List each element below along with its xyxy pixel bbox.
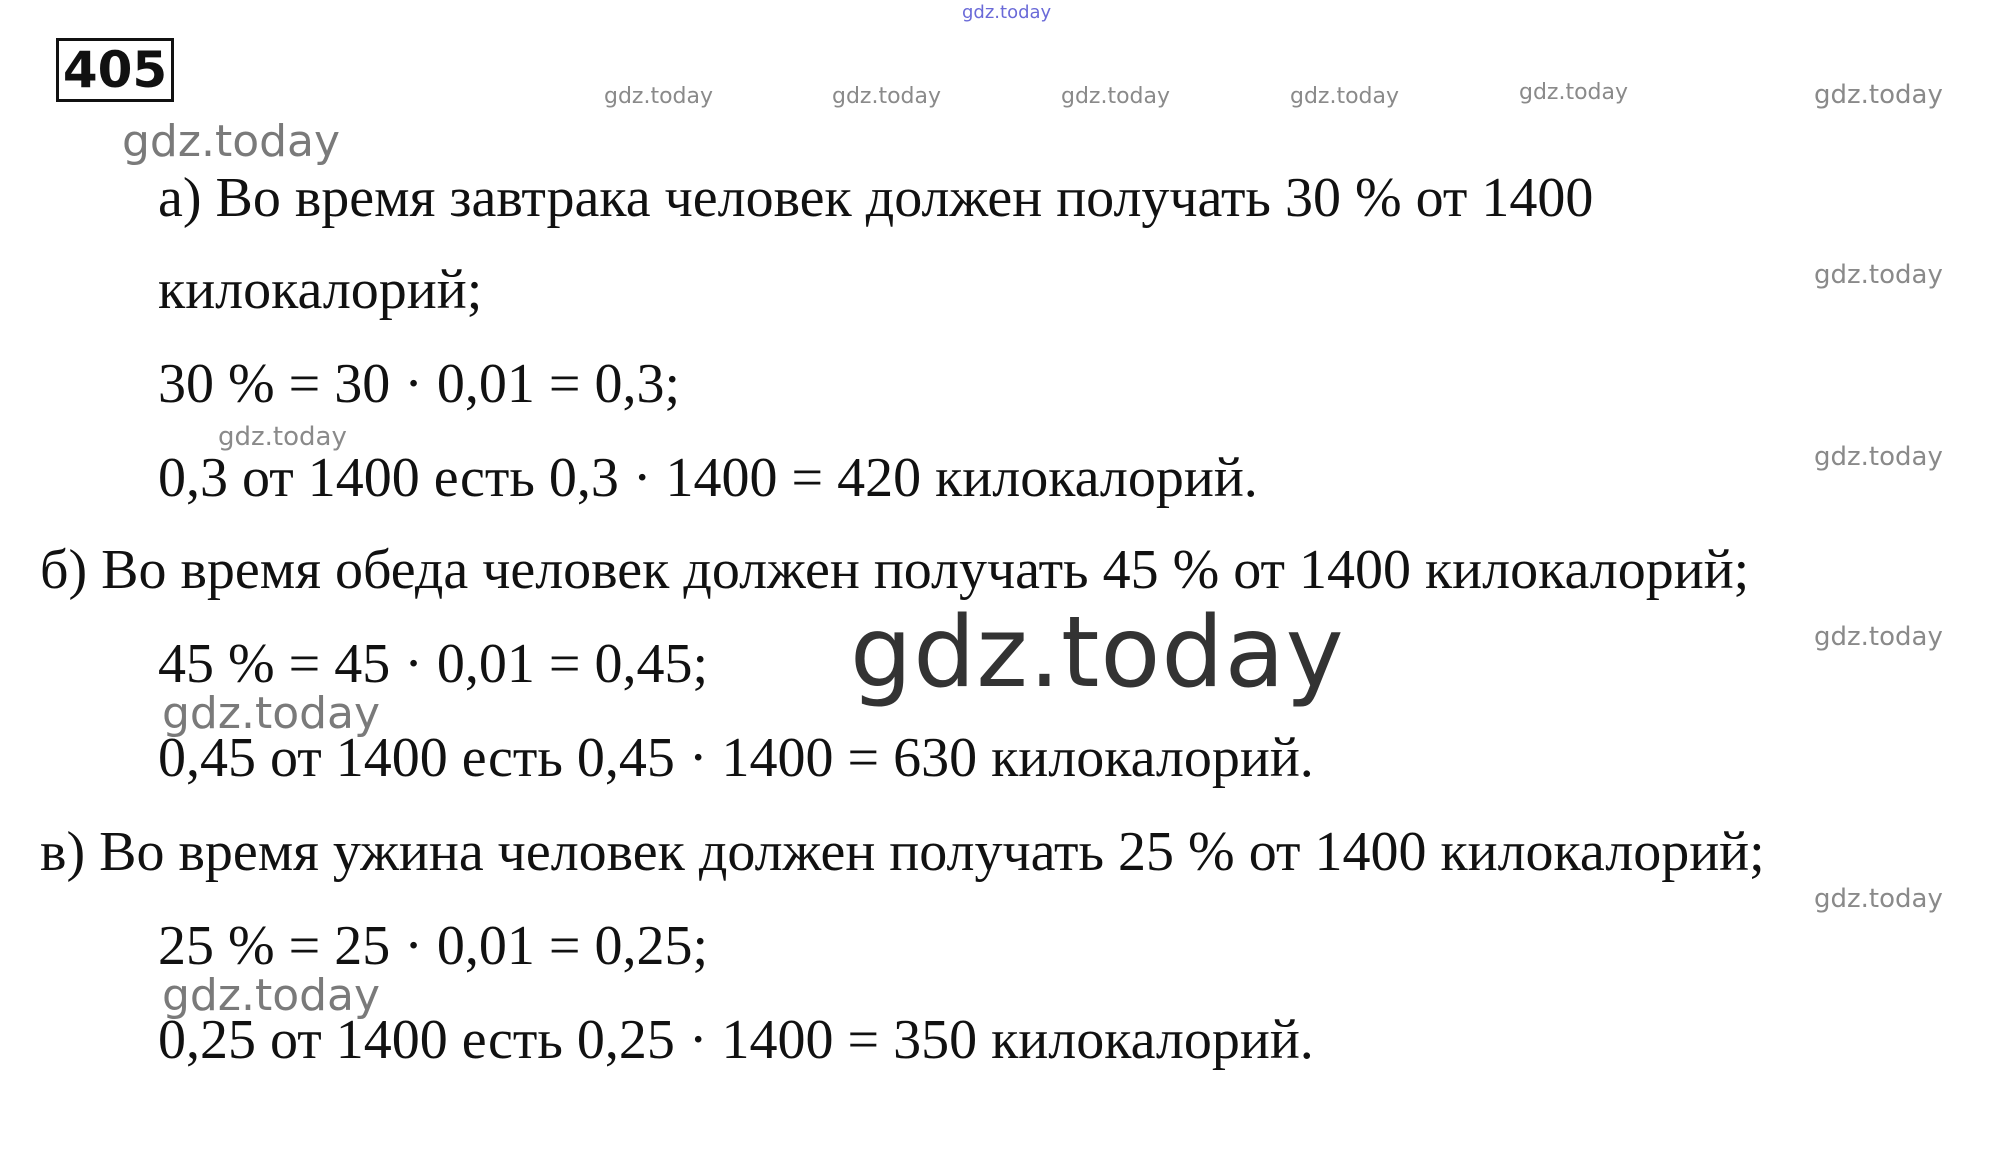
watermark-header-5: gdz.today <box>1519 80 1629 105</box>
part-a-line-4: 0,3 от 1400 есть 0,3 · 1400 = 420 килокалорий. <box>158 447 1258 509</box>
watermark-left-3: gdz.today <box>162 688 381 739</box>
watermark-right-1: gdz.today <box>1814 80 1943 110</box>
watermark-right-2: gdz.today <box>1814 260 1943 290</box>
part-a-line-2: килокалорий; <box>158 259 483 321</box>
watermark-header-1: gdz.today <box>604 84 714 109</box>
watermark-left-1: gdz.today <box>122 116 341 167</box>
watermark-left-4: gdz.today <box>162 970 381 1021</box>
problem-number-box: 405 <box>56 38 174 102</box>
watermark-left-2: gdz.today <box>218 422 347 452</box>
part-c-line-2: 25 % = 25 · 0,01 = 0,25; <box>158 915 709 977</box>
watermark-right-3: gdz.today <box>1814 442 1943 472</box>
part-c-line-1: в) Во время ужина человек должен получать 25 % от 1400 килокалорий; <box>40 821 1765 883</box>
watermark-header-2: gdz.today <box>832 84 942 109</box>
watermark-right-4: gdz.today <box>1814 622 1943 652</box>
watermark-center: gdz.today <box>850 596 1345 710</box>
part-a-line-3: 30 % = 30 · 0,01 = 0,3; <box>158 353 681 415</box>
watermark-header-3: gdz.today <box>1061 84 1171 109</box>
part-b-line-2: 45 % = 45 · 0,01 = 0,45; <box>158 633 709 695</box>
part-a-line-1: а) Во время завтрака человек должен получать 30 % от 1400 <box>158 167 1594 229</box>
watermark-header-4: gdz.today <box>1290 84 1400 109</box>
watermark-top: gdz.today <box>962 2 1052 23</box>
watermark-right-5: gdz.today <box>1814 884 1943 914</box>
part-b-line-1: б) Во время обеда человек должен получать 45 % от 1400 килокалорий; <box>40 539 1750 601</box>
part-b-line-3: 0,45 от 1400 есть 0,45 · 1400 = 630 килокалорий. <box>158 727 1314 789</box>
part-c-line-3: 0,25 от 1400 есть 0,25 · 1400 = 350 килокалорий. <box>158 1009 1314 1071</box>
